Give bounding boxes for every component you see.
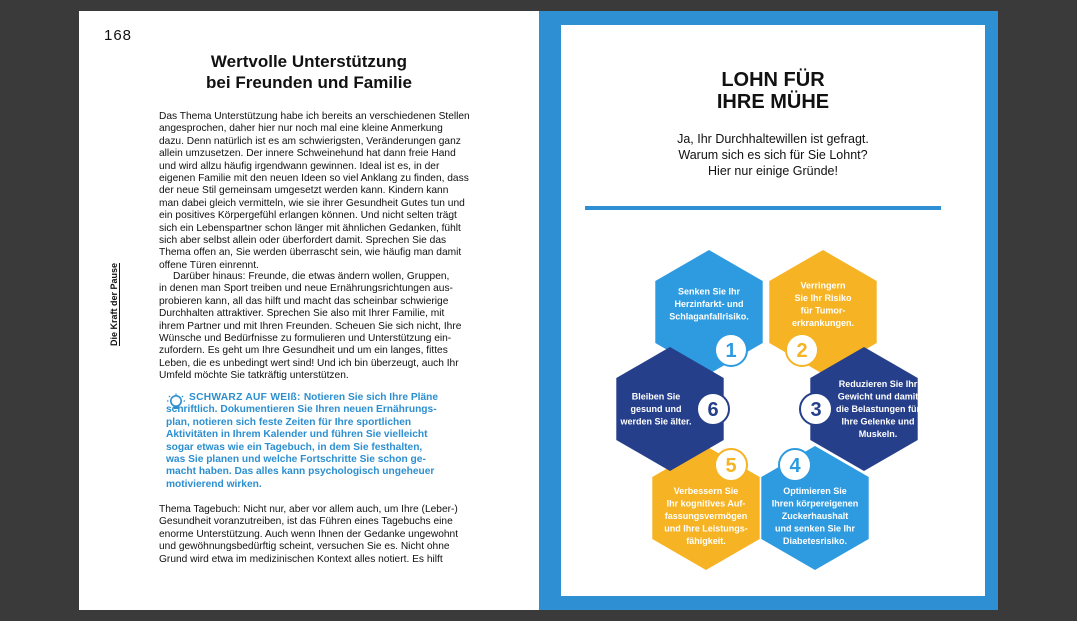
hexagon-text-line: und senken Sie Ihr (774, 523, 856, 534)
tip-line: macht haben. Das alles kann psychologisch ungeheuer (166, 466, 435, 478)
hexagon-text-line: Ihre Gelenke und (841, 416, 915, 427)
hexagon-text-line: Sie Ihr Risiko (794, 292, 852, 303)
page-number: 168 (104, 27, 133, 44)
book-spread (79, 11, 998, 610)
text-line: Wünsche und Bedürfnisse zu formulieren und Unterstützung ein- (159, 333, 452, 345)
tip-box (166, 392, 457, 491)
number-label: 2 (796, 340, 808, 362)
text-line: sich aber selbst allein oder überfordert damit. Sprechen Sie das (159, 235, 447, 247)
text-line: dazu. Denn natürlich ist es am schwierigsten, Veränderungen ganz (159, 135, 461, 147)
text-line: ihrem Partner und mit Ihren Freunden. Scheuen Sie sich nicht, Ihre (159, 320, 462, 332)
hexagon-text-line: Senken Sie Ihr (677, 286, 741, 297)
left-page (79, 11, 539, 610)
text-line: probieren kann, all das hilft und macht das scheinbar schwierige (159, 295, 449, 307)
hexagon-text-line: Ihr kognitives Auf- (666, 498, 746, 509)
text-line: Umfeld möchte Sie tatkräftig unterstützen. (159, 370, 349, 382)
hexagon-text-line: Verbessern Sie (673, 486, 739, 496)
tip-line: motivierend wirken. (166, 478, 262, 490)
hexagon-text-line: Diabetesrisiko. (782, 536, 848, 546)
heading-line: Wertvolle Unterstützung (210, 52, 408, 71)
subtitle-line: Warum sich es sich für Sie Lohnt? (678, 148, 868, 162)
hexagon-text-line: Gewicht und damit (837, 391, 919, 402)
hexagon-item-4 (761, 446, 868, 570)
number-label: 3 (810, 399, 822, 421)
hexagon-text-line: gesund und (630, 404, 682, 414)
hexagon-text-line: für Tumor- (800, 305, 846, 316)
text-line: sich ein Lebenspartner schon länger mit ähnlichen Gedanken, fühlt (159, 222, 461, 234)
text-line: Thema Tagebuch: Nicht nur, aber vor allem auch, um Ihre (Leber-) (159, 504, 458, 515)
body-paragraph-2 (159, 271, 462, 383)
text-line: Das Thema Unterstützung habe ich bereits an verschiedenen Stellen (159, 111, 470, 122)
text-line: man dabei gleich vermitteln, wie sie ihrer Gesundheit Gutes tun und (159, 197, 465, 209)
title-line: IHRE MÜHE (716, 91, 830, 113)
side-label: Die Kraft der Pause (109, 262, 119, 346)
text-line: offene Türen einrennt. (159, 259, 259, 271)
title-line: LOHN FÜR (721, 69, 825, 91)
hexagon-text-line: erkrankungen. (791, 317, 855, 328)
hexagon-text-line: Optimieren Sie (783, 486, 847, 496)
tip-line: was Sie planen und welche Fortschritte Sie schon ge- (166, 454, 426, 466)
section-heading (159, 51, 459, 93)
text-line: allein umzusetzen. Der innere Schweinehund hat dann freie Hand (159, 148, 456, 160)
text-line: in denen man Sport treiben und neue Ernährungsrichtungen aus- (159, 283, 453, 295)
heading-line: bei Freunden und Familie (206, 73, 412, 92)
text-line: und gewöhnungsbedürftig scheint, versuchen Sie es. Nicht ohne (159, 541, 450, 553)
text-line: enorme Unterstützung. Auch wenn Ihnen der Gedanke ungewohnt (159, 528, 459, 540)
text-line: Thema offen an, Sie werden überrascht sein, wie häufig man damit (159, 247, 462, 259)
hexagon-text-line: und Ihre Leistungs- (664, 523, 748, 534)
hexagon-text-line: Schlaganfallrisiko. (669, 311, 749, 322)
body-paragraph-3 (159, 504, 457, 566)
right-page (539, 11, 998, 610)
subtitle-line: Hier nur einige Gründe! (708, 164, 838, 178)
tip-line: schriftlich. Dokumentieren Sie Ihren neuen Ernährungs- (166, 404, 437, 416)
tip-line: plan, notieren sich feste Zeiten für Ihre sportlichen (166, 416, 412, 428)
tip-lead: SCHWARZ AUF WEIß: (189, 392, 304, 403)
infographic-panel (561, 25, 985, 596)
tip-line: sogar etwas wie ein Tagebuch, in dem Sie festhalten, (166, 441, 423, 453)
number-label: 5 (725, 455, 737, 477)
hexagon-text-line: Ihren körpereigenen (771, 498, 859, 509)
hexagon-text-line: Bleiben Sie (631, 391, 681, 402)
text-line: eigenen Familie mit den neuen Ideen so viel Anklang zu finden, dass (159, 173, 469, 185)
tip-line (189, 392, 457, 404)
text-line: Durchhalten attraktiver. Sprechen Sie also mit Ihrer Familie, mit (159, 308, 445, 320)
text-line: ein positives Körpergefühl erlangen können. Und nicht selten trägt (159, 210, 457, 222)
hexagon-text-line: fähigkeit. (686, 536, 726, 546)
text-line: zufordern. Es geht um Ihre Gesundheit und um ein langes, fittes (159, 345, 448, 357)
hexagon-text-line: Muskeln. (858, 429, 898, 439)
text-line: Gesundheit voranzutreiben, ist das Führen eines Tagebuchs eine (159, 516, 453, 528)
text-line: angesprochen, daher hier nur noch mal eine kleine Anmerkung (159, 123, 443, 135)
text-line: der neue Stil gemeinsam umgesetzt werden kann. Kindern kann (159, 185, 449, 197)
text-line: und wird allzu häufig irgendwann gewinnen. Ideal ist es, in der (159, 160, 440, 172)
subtitle-line: Ja, Ihr Durchhaltewillen ist gefragt. (677, 132, 869, 146)
text-line: Darüber hinaus: Freunde, die etwas ändern wollen, Gruppen, (173, 271, 450, 282)
hexagon-text-line: fassungsvermögen (664, 511, 748, 521)
text-line: Grund wird etwa im medizinischen Kontext alles notiert. Es hilft (159, 553, 443, 565)
hexagon-text-line: Reduzieren Sie Ihr (838, 379, 918, 389)
tip-line: Aktivitäten in Ihrem Kalender und führen Sie vielleicht (166, 429, 428, 441)
hexagon-text-line: die Belastungen für (835, 404, 921, 414)
hexagon-text-line: werden Sie älter. (620, 416, 692, 427)
hexagon-text-line: Herzinfarkt- und (674, 299, 744, 309)
number-label: 1 (725, 340, 737, 362)
text-line: Leben, die es unbedingt wert sind! Und ich bin überzeugt, auch Ihr (159, 357, 459, 369)
hexagon-ring (561, 25, 985, 596)
number-label: 6 (707, 399, 719, 421)
tip-text: Notieren Sie sich Ihre Pläne (303, 392, 438, 403)
body-paragraph-1 (159, 111, 470, 272)
hexagon-text-line: Zuckerhaushalt (781, 511, 849, 521)
hexagon-text-line: Verringern (800, 280, 846, 291)
number-label: 4 (789, 455, 801, 477)
